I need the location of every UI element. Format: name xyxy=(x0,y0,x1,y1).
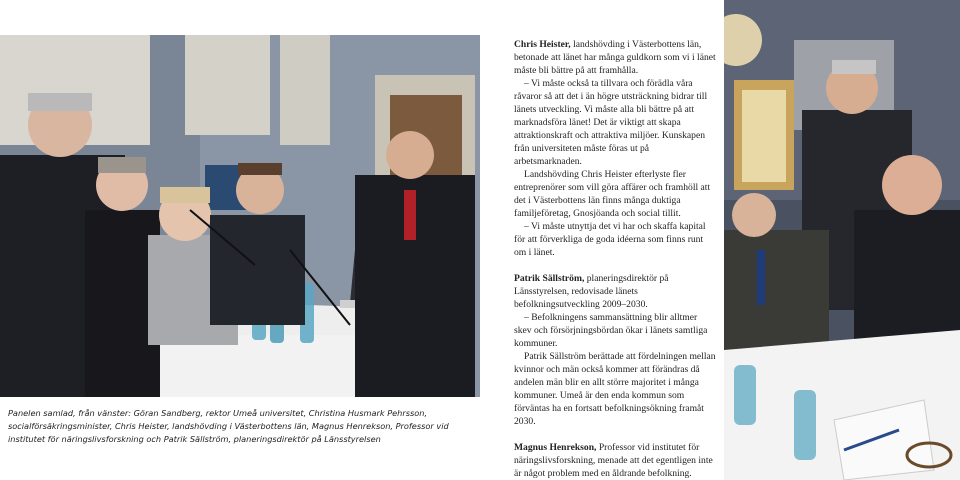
sallstrom-quote: – Befolkningens sammansättning blir alltmer skev och försörjningsbördan ökar i länets samtliga kommuner. xyxy=(514,312,708,349)
henrekson-role: Professor vid institutet för näringslivsforskning, menade att det egentligen inte är något problem med en åldrande befolkning. xyxy=(514,442,713,479)
heister-paragraph xyxy=(514,38,716,77)
sallstrom-para2: Patrik Sällström berättade att fördelningen mellan kvinnor och män också kommer att förändras då andelen män blir en allt större majoritet i många kommuner. Umeå är den enda kommun som förväntas ha en fortsatt befolkningsökning framåt 2030. xyxy=(514,351,716,427)
sallstrom-name: Patrik Sällström, xyxy=(514,273,585,284)
heister-quote2: – Vi måste utnyttja det vi har och skaffa kapital för att förverkliga de goda idéerna som finns runt om i länet. xyxy=(514,221,706,258)
heister-quote: – Vi måste också ta tillvara och förädla våra råvaror så att det i än högre utsträckning bidrar till länets utveckling. Vi måste alla bli bättre på att marknadsföra länet! Det är viktigt att skapa attraktionskraft och attraktiva miljöer. Kunskapen från universiteten måste föras ut på arbetsmarknaden. xyxy=(514,78,708,167)
henrekson-paragraph xyxy=(514,441,716,480)
panel-photo xyxy=(0,35,480,397)
heister-name: Chris Heister, xyxy=(514,39,571,50)
heister-role: landshövding i Västerbottens län, betonade att länet har många guldkorn som vi i länet måste bli bättre på att framhålla. xyxy=(514,39,716,76)
henrekson-name: Magnus Henrekson, xyxy=(514,442,597,453)
sallstrom-role: planeringsdirektör på Länsstyrelsen, redovisade länets befolkningsutveckling 2009–2030. xyxy=(514,273,669,310)
heister-para2: Landshövding Chris Heister efterlyste fler entreprenörer som vill göra affärer och framhöll att det i Västerbottens län finns många duktiga familjeföretag, Gnosjöanda och social tillit. xyxy=(514,169,711,219)
sallstrom-paragraph xyxy=(514,272,716,311)
article-body xyxy=(514,38,716,480)
photo-caption: Panelen samlad, från vänster: Göran Sandberg, rektor Umeå universitet, Christina Husmark Pehrsson, socialförsäkringsminister, Chris Heister, landshövding i Västerbottens län, Magnus Henrekson, Professor vid institutet för näringslivsforskning och Patrik Sällström, planeringsdirektör på Länsstyrelsen xyxy=(8,408,449,444)
speakers-photo xyxy=(724,0,960,480)
